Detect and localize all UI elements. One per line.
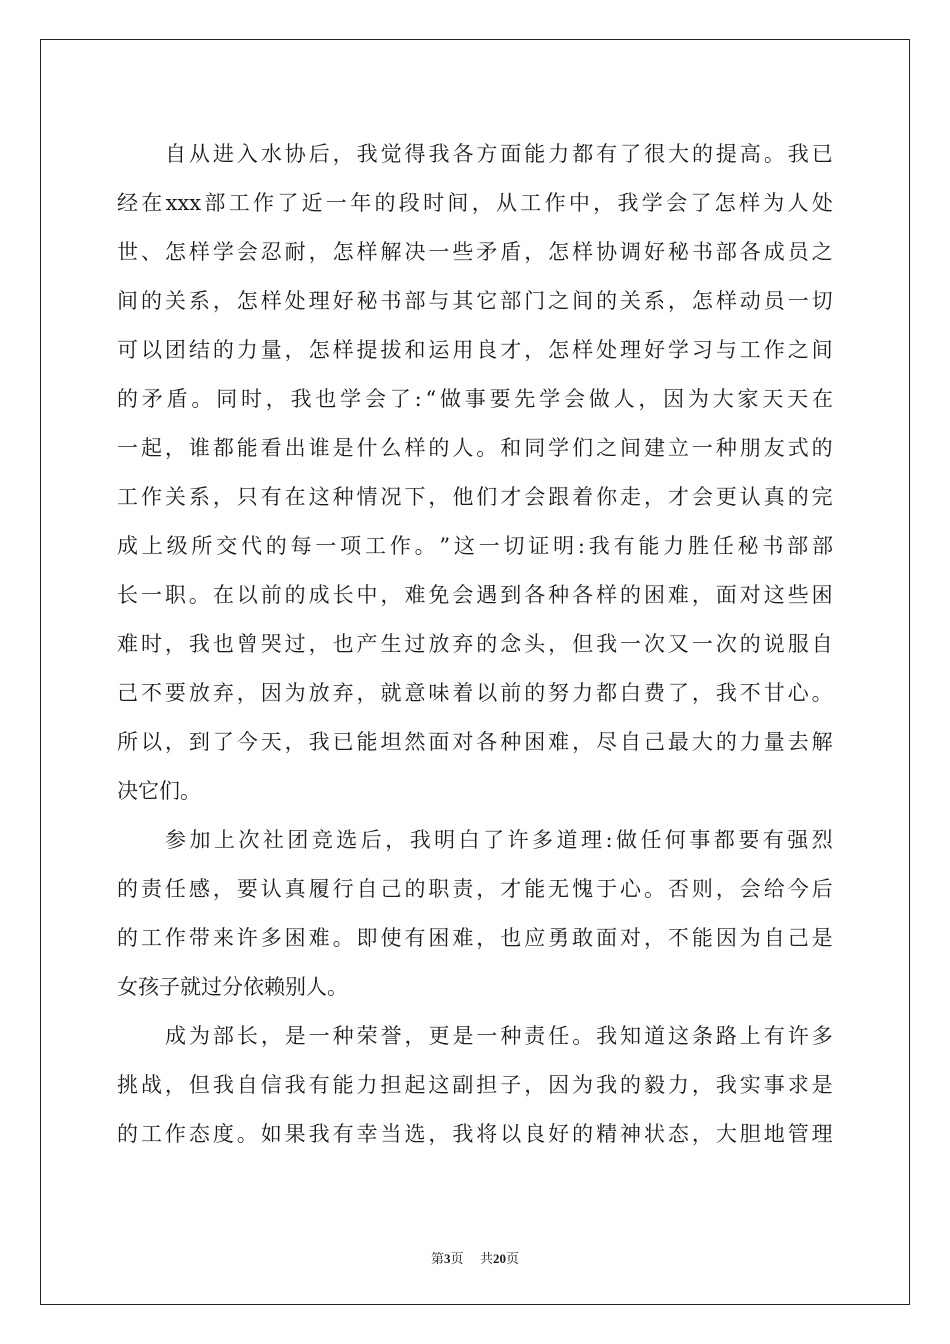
text-line: 的 工 作 带 来 许 多 困 难 。 即 使 有 困 难 ， 也 应 勇 敢 面 对 ， 不 能 因 为 自 己 是 [117, 926, 833, 950]
page-label-prefix: 第 [430, 1252, 444, 1267]
text-line: 的 矛 盾 。 同 时 ， 我 也 学 会 了 : “ 做 事 要 先 学 会 做 人 ， 因 为 大 家 天 天 在 [117, 387, 833, 411]
text-line: 经 在 xxx 部 工 作 了 近 一 年 的 段 时 间 ， 从 工 作 中 ， 我 学 会 了 怎 样 为 人 处 [117, 191, 833, 215]
total-label-prefix: 共 [480, 1252, 494, 1267]
document-body [117, 130, 833, 1159]
text-line: 可 以 团 结 的 力 量 ， 怎 样 提 拔 和 运 用 良 才 ， 怎 样 处 理 好 学 习 与 工 作 之 间 [117, 338, 833, 362]
total-label-suffix: 页 [506, 1252, 520, 1267]
text-line: 参 加 上 次 社 团 竞 选 后 ， 我 明 白 了 许 多 道 理 : 做 任 何 事 都 要 有 强 烈 [165, 828, 833, 852]
text-line: 一 起 ， 谁 都 能 看 出 谁 是 什 么 样 的 人 。 和 同 学 们 之 间 建 立 一 种 朋 友 式 的 [117, 436, 833, 460]
text-line: 成 为 部 长 ， 是 一 种 荣 誉 ， 更 是 一 种 责 任 。 我 知 道 这 条 路 上 有 许 多 [165, 1024, 833, 1048]
text-line: 己 不 要 放 弃 ， 因 为 放 弃 ， 就 意 味 着 以 前 的 努 力 都 白 费 了 ， 我 不 甘 心 。 [117, 681, 833, 705]
text-line: 间 的 关 系 ， 怎 样 处 理 好 秘 书 部 与 其 它 部 门 之 间 的 关 系 ， 怎 样 动 员 一 切 [117, 289, 833, 313]
text-line: 成 上 级 所 交 代 的 每 一 项 工 作 。 ” 这 一 切 证 明 : 我 有 能 力 胜 任 秘 书 部 部 [117, 534, 833, 558]
total-page-count: 20 [493, 1251, 507, 1266]
text-line: 女孩子就过分依赖别人。 [117, 975, 348, 999]
text-line: 自 从 进 入 水 协 后 ， 我 觉 得 我 各 方 面 能 力 都 有 了 很 大 的 提 高 。 我 已 [165, 142, 833, 166]
text-line: 工 作 关 系 ， 只 有 在 这 种 情 况 下 ， 他 们 才 会 跟 着 你 走 ， 才 会 更 认 真 的 完 [117, 485, 833, 509]
current-page-number: 3 [443, 1251, 451, 1266]
page-label-suffix: 页 [450, 1252, 464, 1267]
text-line: 决它们。 [117, 779, 201, 803]
text-line: 难 时 ， 我 也 曾 哭 过 ， 也 产 生 过 放 弃 的 念 头 ， 但 我 一 次 又 一 次 的 说 服 自 [117, 632, 833, 656]
text-line: 长 一 职 。 在 以 前 的 成 长 中 ， 难 免 会 遇 到 各 种 各 样 的 困 难 ， 面 对 这 些 困 [117, 583, 833, 607]
page-footer [0, 1248, 950, 1267]
text-line: 所 以 ， 到 了 今 天 ， 我 已 能 坦 然 面 对 各 种 困 难 ， 尽 自 己 最 大 的 力 量 去 解 [117, 730, 833, 754]
text-line: 世 、 怎 样 学 会 忍 耐 ， 怎 样 解 决 一 些 矛 盾 ， 怎 样 协 调 好 秘 书 部 各 成 员 之 [117, 240, 833, 264]
text-line: 的 工 作 态 度 。 如 果 我 有 幸 当 选 ， 我 将 以 良 好 的 精 神 状 态 ， 大 胆 地 管 理 [117, 1122, 833, 1146]
text-line: 的 责 任 感 ， 要 认 真 履 行 自 己 的 职 责 ， 才 能 无 愧 于 心 。 否 则 ， 会 给 今 后 [117, 877, 833, 901]
text-line: 挑 战 ， 但 我 自 信 我 有 能 力 担 起 这 副 担 子 ， 因 为 我 的 毅 力 ， 我 实 事 求 是 [117, 1073, 833, 1097]
